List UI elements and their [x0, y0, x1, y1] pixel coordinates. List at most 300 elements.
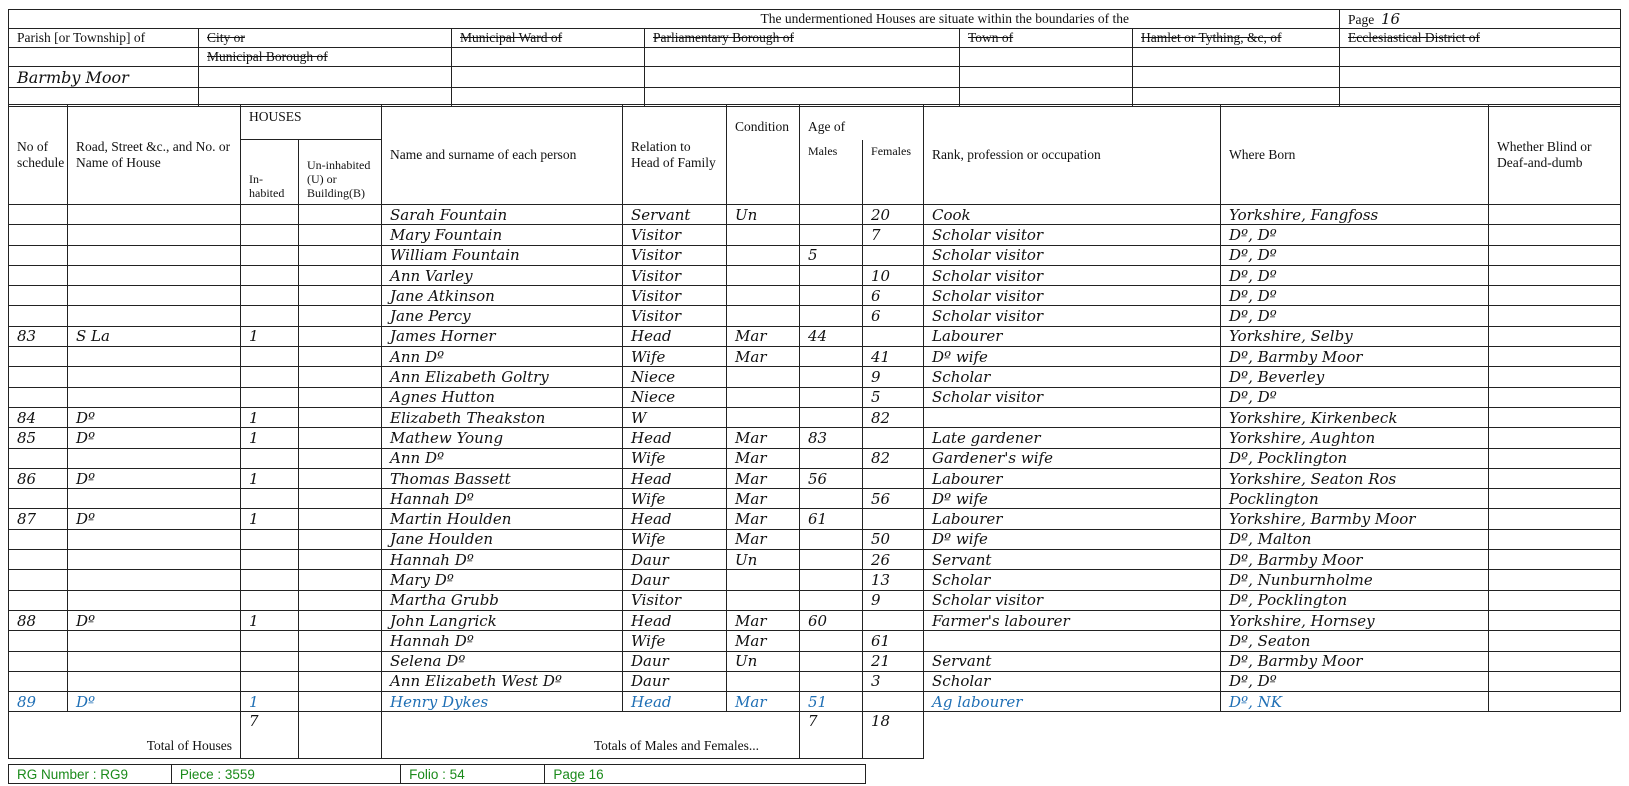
boundaries-text: The undermentioned Houses are situate within the boundaries of the [9, 10, 1340, 29]
females-age [863, 692, 924, 712]
relation-cell: Head [623, 326, 727, 346]
uninhabited-cell [299, 550, 382, 570]
females-age [863, 509, 924, 529]
birthplace-cell: Yorkshire, Seaton Ros [1221, 468, 1489, 488]
road-cell [68, 387, 241, 407]
blind-cell [1489, 489, 1621, 509]
females-age: 56 [863, 489, 924, 509]
blind-cell [1489, 286, 1621, 306]
occupation-cell: Cook [924, 205, 1221, 225]
road-cell [68, 590, 241, 610]
road-cell [68, 265, 241, 285]
table-row [9, 509, 1621, 529]
totals-persons-label: Totals of Males and Females... [382, 712, 800, 759]
occupation-cell: Scholar [924, 671, 1221, 691]
person-name: Ann Elizabeth Goltry [382, 367, 623, 387]
person-name: Ann Dº [382, 448, 623, 468]
schedule-cell [9, 448, 68, 468]
borough-label: Municipal Borough of [199, 48, 452, 67]
males-age [800, 631, 863, 651]
occupation-cell: Scholar [924, 570, 1221, 590]
col-inhabited: In-habited [241, 140, 299, 205]
females-age: 3 [863, 671, 924, 691]
relation-cell: Visitor [623, 286, 727, 306]
inhabited-cell: 1 [241, 468, 299, 488]
road-cell [68, 448, 241, 468]
schedule-cell: 86 [9, 468, 68, 488]
schedule-cell [9, 570, 68, 590]
person-name: Ann Varley [382, 265, 623, 285]
birthplace-cell: Dº, Dº [1221, 225, 1489, 245]
road-cell [68, 225, 241, 245]
page-number-cell [1340, 10, 1621, 29]
females-age: 61 [863, 631, 924, 651]
table-row [9, 326, 1621, 346]
schedule-cell [9, 651, 68, 671]
relation-cell: Daur [623, 550, 727, 570]
relation-cell: Wife [623, 631, 727, 651]
occupation-cell: Scholar visitor [924, 306, 1221, 326]
relation-cell: Head [623, 509, 727, 529]
uninhabited-cell [299, 468, 382, 488]
person-name: William Fountain [382, 245, 623, 265]
birthplace-cell: Dº, Barmby Moor [1221, 550, 1489, 570]
occupation-cell: Dº wife [924, 529, 1221, 549]
uninhabited-cell [299, 570, 382, 590]
relation-cell: Daur [623, 570, 727, 590]
uninhabited-cell [299, 407, 382, 427]
table-row [9, 265, 1621, 285]
condition-cell [727, 306, 800, 326]
person-name: Sarah Fountain [382, 205, 623, 225]
occupation-cell [924, 407, 1221, 427]
inhabited-cell [241, 265, 299, 285]
birthplace-cell: Dº, Dº [1221, 671, 1489, 691]
males-age [800, 448, 863, 468]
uninhabited-cell [299, 509, 382, 529]
road-cell: Dº [68, 610, 241, 630]
schedule-cell [9, 205, 68, 225]
person-name: Hannah Dº [382, 550, 623, 570]
uninhabited-cell [299, 489, 382, 509]
birthplace-cell: Pocklington [1221, 489, 1489, 509]
page-value: 16 [1381, 10, 1401, 28]
schedule-cell [9, 245, 68, 265]
males-age: 56 [800, 468, 863, 488]
males-age: 44 [800, 326, 863, 346]
hamlet-label: Hamlet or Tything, &c, of [1133, 29, 1340, 48]
females-age: 82 [863, 407, 924, 427]
parish-label: Parish [or Township] of [9, 29, 199, 48]
person-name: Henry Dykes [382, 692, 623, 712]
road-cell [68, 631, 241, 651]
inhabited-cell [241, 651, 299, 671]
person-name: Jane Percy [382, 306, 623, 326]
person-name: Hannah Dº [382, 631, 623, 651]
females-age: 7 [863, 225, 924, 245]
col-blind: Whether Blind or Deaf-and-dumb [1489, 105, 1621, 205]
blind-cell [1489, 407, 1621, 427]
table-row [9, 671, 1621, 691]
inhabited-cell: 1 [241, 509, 299, 529]
person-name: Ann Elizabeth West Dº [382, 671, 623, 691]
occupation-cell: Labourer [924, 509, 1221, 529]
condition-cell: Mar [727, 448, 800, 468]
person-name: Martin Houlden [382, 509, 623, 529]
relation-cell: Wife [623, 347, 727, 367]
table-row [9, 286, 1621, 306]
uninhabited-cell [299, 529, 382, 549]
road-cell [68, 651, 241, 671]
birthplace-cell: Dº, Dº [1221, 286, 1489, 306]
relation-cell: Niece [623, 387, 727, 407]
relation-cell: Daur [623, 651, 727, 671]
males-age: 60 [800, 610, 863, 630]
census-rows [9, 205, 1621, 712]
table-row [9, 692, 1621, 712]
males-age [800, 265, 863, 285]
males-age [800, 529, 863, 549]
road-cell [68, 367, 241, 387]
road-cell [68, 205, 241, 225]
relation-cell: Head [623, 468, 727, 488]
males-age: 51 [800, 692, 863, 712]
occupation-cell: Scholar visitor [924, 590, 1221, 610]
table-row [9, 529, 1621, 549]
schedule-cell [9, 387, 68, 407]
occupation-cell: Dº wife [924, 347, 1221, 367]
schedule-cell: 87 [9, 509, 68, 529]
blind-cell [1489, 692, 1621, 712]
condition-cell: Mar [727, 631, 800, 651]
birthplace-cell: Dº, Pocklington [1221, 590, 1489, 610]
relation-cell: Visitor [623, 306, 727, 326]
schedule-cell [9, 286, 68, 306]
females-age: 82 [863, 448, 924, 468]
inhabited-cell [241, 631, 299, 651]
occupation-cell: Servant [924, 550, 1221, 570]
uninhabited-cell [299, 692, 382, 712]
inhabited-cell: 1 [241, 407, 299, 427]
blind-cell [1489, 448, 1621, 468]
uninhabited-cell [299, 245, 382, 265]
road-cell [68, 286, 241, 306]
table-row [9, 631, 1621, 651]
uninhabited-cell [299, 265, 382, 285]
person-name: Mathew Young [382, 428, 623, 448]
males-age [800, 225, 863, 245]
males-age [800, 489, 863, 509]
schedule-cell [9, 590, 68, 610]
road-cell: Dº [68, 407, 241, 427]
occupation-cell: Dº wife [924, 489, 1221, 509]
blind-cell [1489, 590, 1621, 610]
males-age [800, 367, 863, 387]
col-females: Females [863, 140, 924, 205]
total-houses-label: Total of Houses [9, 712, 241, 759]
table-row [9, 306, 1621, 326]
col-age-of: Age of [800, 105, 924, 140]
relation-cell: Wife [623, 529, 727, 549]
person-name: Mary Fountain [382, 225, 623, 245]
uninhabited-cell [299, 671, 382, 691]
footer-page: Page 16 [545, 765, 866, 784]
females-age: 6 [863, 306, 924, 326]
condition-cell [727, 245, 800, 265]
inhabited-cell [241, 448, 299, 468]
condition-cell [727, 286, 800, 306]
occupation-cell [924, 631, 1221, 651]
occupation-cell: Scholar [924, 367, 1221, 387]
inhabited-cell: 1 [241, 692, 299, 712]
condition-cell: Mar [727, 529, 800, 549]
females-age: 6 [863, 286, 924, 306]
header-table [8, 9, 1621, 107]
inhabited-cell [241, 225, 299, 245]
table-row [9, 245, 1621, 265]
table-row [9, 347, 1621, 367]
relation-cell: Niece [623, 367, 727, 387]
inhabited-cell [241, 205, 299, 225]
inhabited-cell [241, 387, 299, 407]
birthplace-cell: Dº, Dº [1221, 306, 1489, 326]
occupation-cell: Gardener's wife [924, 448, 1221, 468]
condition-cell: Un [727, 550, 800, 570]
birthplace-cell: Dº, Nunburnholme [1221, 570, 1489, 590]
females-age [863, 468, 924, 488]
road-cell [68, 570, 241, 590]
condition-cell [727, 407, 800, 427]
road-cell [68, 306, 241, 326]
person-name: Thomas Bassett [382, 468, 623, 488]
blind-cell [1489, 245, 1621, 265]
condition-cell: Un [727, 205, 800, 225]
road-cell [68, 529, 241, 549]
condition-cell: Mar [727, 489, 800, 509]
condition-cell: Un [727, 651, 800, 671]
condition-cell: Mar [727, 509, 800, 529]
rg-number: RG Number : RG9 [9, 765, 172, 784]
col-schedule: No of schedule [9, 105, 68, 205]
schedule-cell: 88 [9, 610, 68, 630]
birthplace-cell: Dº, Barmby Moor [1221, 651, 1489, 671]
total-males-value: 7 [800, 712, 863, 759]
table-row [9, 651, 1621, 671]
table-row [9, 428, 1621, 448]
uninhabited-cell [299, 286, 382, 306]
males-age: 61 [800, 509, 863, 529]
relation-cell: Daur [623, 671, 727, 691]
relation-cell: Visitor [623, 225, 727, 245]
schedule-cell [9, 550, 68, 570]
inhabited-cell [241, 286, 299, 306]
inhabited-cell [241, 590, 299, 610]
road-cell [68, 671, 241, 691]
relation-cell: Visitor [623, 265, 727, 285]
person-name: Martha Grubb [382, 590, 623, 610]
relation-cell: Wife [623, 448, 727, 468]
occupation-cell: Farmer's labourer [924, 610, 1221, 630]
schedule-cell [9, 265, 68, 285]
females-age: 26 [863, 550, 924, 570]
person-name: John Langrick [382, 610, 623, 630]
males-age [800, 347, 863, 367]
condition-cell [727, 570, 800, 590]
males-age [800, 387, 863, 407]
road-cell [68, 245, 241, 265]
males-age [800, 570, 863, 590]
col-houses: HOUSES [241, 105, 382, 140]
birthplace-cell: Dº, Malton [1221, 529, 1489, 549]
table-row [9, 448, 1621, 468]
occupation-cell: Scholar visitor [924, 286, 1221, 306]
schedule-cell [9, 225, 68, 245]
col-where-born: Where Born [1221, 105, 1489, 205]
person-name: James Horner [382, 326, 623, 346]
condition-cell: Mar [727, 347, 800, 367]
relation-cell: Head [623, 428, 727, 448]
road-cell: Dº [68, 509, 241, 529]
males-age [800, 550, 863, 570]
birthplace-cell: Yorkshire, Fangfoss [1221, 205, 1489, 225]
occupation-cell: Scholar visitor [924, 245, 1221, 265]
condition-cell [727, 367, 800, 387]
col-occupation: Rank, profession or occupation [924, 105, 1221, 205]
table-row [9, 407, 1621, 427]
females-age: 50 [863, 529, 924, 549]
blind-cell [1489, 651, 1621, 671]
col-uninhabited: Un-inhabited (U) or Building(B) [299, 140, 382, 205]
schedule-cell: 84 [9, 407, 68, 427]
piece-number: Piece : 3559 [171, 765, 400, 784]
blind-cell [1489, 347, 1621, 367]
males-age [800, 651, 863, 671]
uninhabited-cell [299, 631, 382, 651]
females-age: 10 [863, 265, 924, 285]
males-age [800, 306, 863, 326]
relation-cell: Visitor [623, 245, 727, 265]
person-name: Elizabeth Theakston [382, 407, 623, 427]
reference-footer [8, 764, 866, 784]
birthplace-cell: Dº, Barmby Moor [1221, 347, 1489, 367]
blind-cell [1489, 225, 1621, 245]
inhabited-cell: 1 [241, 326, 299, 346]
road-cell [68, 550, 241, 570]
females-age [863, 245, 924, 265]
males-age: 5 [800, 245, 863, 265]
occupation-cell: Scholar visitor [924, 265, 1221, 285]
females-age: 21 [863, 651, 924, 671]
census-table [8, 104, 1621, 759]
schedule-cell: 85 [9, 428, 68, 448]
females-age: 13 [863, 570, 924, 590]
schedule-cell [9, 529, 68, 549]
relation-cell: W [623, 407, 727, 427]
condition-cell: Mar [727, 610, 800, 630]
col-name: Name and surname of each person [382, 105, 623, 205]
birthplace-cell: Dº, Pocklington [1221, 448, 1489, 468]
males-age [800, 671, 863, 691]
person-name: Selena Dº [382, 651, 623, 671]
person-name: Agnes Hutton [382, 387, 623, 407]
birthplace-cell: Yorkshire, Hornsey [1221, 610, 1489, 630]
total-females-value: 18 [863, 712, 924, 759]
females-age [863, 610, 924, 630]
town-label: Town of [960, 29, 1133, 48]
person-name: Jane Atkinson [382, 286, 623, 306]
table-row [9, 468, 1621, 488]
person-name: Mary Dº [382, 570, 623, 590]
birthplace-cell: Dº, Dº [1221, 245, 1489, 265]
birthplace-cell: Yorkshire, Kirkenbeck [1221, 407, 1489, 427]
total-houses-value: 7 [241, 712, 299, 759]
inhabited-cell [241, 245, 299, 265]
relation-cell: Head [623, 692, 727, 712]
inhabited-cell [241, 367, 299, 387]
road-cell [68, 347, 241, 367]
schedule-cell: 83 [9, 326, 68, 346]
condition-cell [727, 590, 800, 610]
person-name: Ann Dº [382, 347, 623, 367]
uninhabited-cell [299, 326, 382, 346]
females-age: 9 [863, 367, 924, 387]
uninhabited-cell [299, 387, 382, 407]
table-row [9, 387, 1621, 407]
condition-cell [727, 671, 800, 691]
relation-cell: Servant [623, 205, 727, 225]
females-age [863, 326, 924, 346]
inhabited-cell: 1 [241, 428, 299, 448]
males-age [800, 407, 863, 427]
uninhabited-cell [299, 610, 382, 630]
inhabited-cell: 1 [241, 610, 299, 630]
page-label: Page [1348, 12, 1375, 27]
relation-cell: Head [623, 610, 727, 630]
uninhabited-cell [299, 590, 382, 610]
condition-cell: Mar [727, 468, 800, 488]
occupation-cell: Scholar visitor [924, 225, 1221, 245]
occupation-cell: Labourer [924, 326, 1221, 346]
col-males: Males [800, 140, 863, 205]
condition-cell [727, 225, 800, 245]
females-age: 20 [863, 205, 924, 225]
relation-cell: Wife [623, 489, 727, 509]
birthplace-cell: Yorkshire, Aughton [1221, 428, 1489, 448]
uninhabited-cell [299, 651, 382, 671]
blind-cell [1489, 387, 1621, 407]
inhabited-cell [241, 489, 299, 509]
females-age: 41 [863, 347, 924, 367]
folio-number: Folio : 54 [401, 765, 545, 784]
occupation-cell: Late gardener [924, 428, 1221, 448]
uninhabited-cell [299, 205, 382, 225]
inhabited-cell [241, 306, 299, 326]
occupation-cell: Servant [924, 651, 1221, 671]
blind-cell [1489, 610, 1621, 630]
uninhabited-cell [299, 347, 382, 367]
relation-cell: Visitor [623, 590, 727, 610]
col-road: Road, Street &c., and No. or Name of House [68, 105, 241, 205]
schedule-cell [9, 347, 68, 367]
occupation-cell: Scholar visitor [924, 387, 1221, 407]
table-row [9, 489, 1621, 509]
blind-cell [1489, 306, 1621, 326]
table-row [9, 205, 1621, 225]
table-row [9, 225, 1621, 245]
ward-label: Municipal Ward of [452, 29, 645, 48]
uninhabited-cell [299, 428, 382, 448]
condition-cell: Mar [727, 326, 800, 346]
